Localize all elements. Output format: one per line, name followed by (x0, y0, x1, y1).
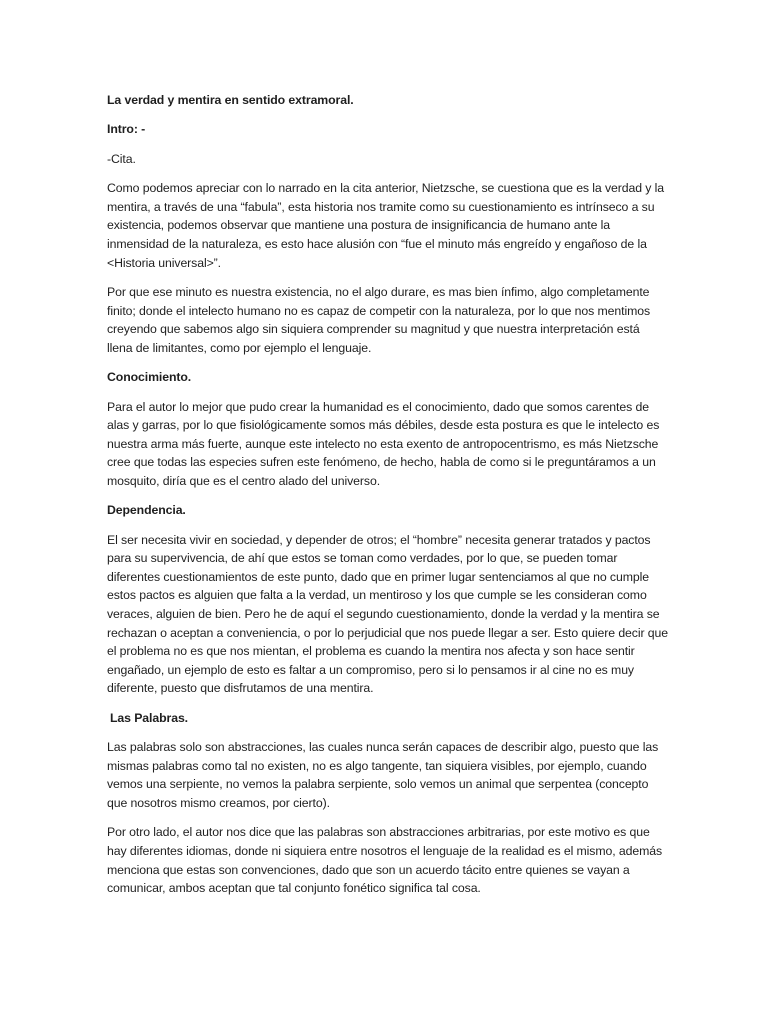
heading-conocimiento: Conocimiento. (107, 370, 192, 385)
paragraph-5: Las palabras solo son abstracciones, las cuales nunca serán capaces de describir algo, puesto que las mismas palabras como tal no existen, no es algo tangente, tan siquiera visibles, por ejemplo, cuando vemos una serpiente, no vemos la palabra serpiente, solo vemos un animal que serpentea (concepto que nosotros mismo creamos, por cierto). (107, 740, 659, 810)
cita-line: -Cita. (107, 151, 136, 166)
heading-las-palabras: Las Palabras. (110, 710, 188, 725)
paragraph-2: Por que ese minuto es nuestra existencia, no el algo durare, es mas bien ínfimo, algo completamente finito; donde el intelecto humano no es capaz de competir con la naturaleza, por lo que nos mentimos creyendo que sabemos algo sin siquiera comprender su magnitud y que nuestra interpretación está llena de limitantes, como por ejemplo el lenguaje. (107, 284, 651, 355)
paragraph-3: Para el autor lo mejor que pudo crear la humanidad es el conocimiento, dado que somos carentes de alas y garras, por lo que fisiológicamente somos más débiles, desde esta postura es que le intelecto es nuestra arma más fuerte, aunque este intelecto no esta exento de antropocentrismo, es más Nietzsche cree que todas las especies sufren este fenómeno, de hecho, habla de como si le preguntáramos a un mosquito, diría que es el centro alado del universo. (107, 399, 660, 488)
document-title: La verdad y mentira en sentido extramoral. (107, 93, 354, 107)
heading-dependencia: Dependencia. (107, 503, 186, 518)
paragraph-6: Por otro lado, el autor nos dice que las palabras son abstracciones arbitrarias, por este motivo es que hay diferentes idiomas, donde ni siquiera entre nosotros el lenguaje de la realidad es el mismo, además menciona que estas son convenciones, dado que son un acuerdo tácito entre quienes se vayan a comunicar, ambos aceptan que tal conjunto fonético significa tal cosa. (107, 825, 663, 896)
paragraph-1: Como podemos apreciar con lo narrado en la cita anterior, Nietzsche, se cuestiona que es la verdad y la mentira, a través de una “fabula”, esta historia nos tramite como su cuestionamiento es intrínseco a su existencia, podemos observar que mantiene una postura de insignificancia de humano ante la inmensidad de la naturaleza, es esto hace alusión con “fue el minuto más engreído y engañoso de la <Historia universal>”. (107, 181, 665, 270)
intro-label: Intro: - (107, 122, 146, 137)
paragraph-4: El ser necesita vivir en sociedad, y depender de otros; el “hombre” necesita generar tratados y pactos para su supervivencia, de ahí que estos se toman como verdades, por lo que, se pueden tomar diferentes cuestionamientos de este punto, dado que en primer lugar sentenciamos al que no cumple estos pactos es alguien que falta a la verdad, un mentiroso y los que cumple se les consideran como veraces, alguien de bien. Pero he de aquí el segundo cuestionamiento, donde la verdad y la mentira se rechazan o aceptan a conveniencia, o por lo perjudicial que nos puede llegar a ser. Esto quiere decir que el problema no es que nos mientan, el problema es cuando la mentira nos afecta y son hace sentir engañado, un ejemplo de esto es faltar a un compromiso, pero si lo pensamos ir al cine no es muy diferente, puesto que disfrutamos de una mentira. (107, 532, 668, 696)
